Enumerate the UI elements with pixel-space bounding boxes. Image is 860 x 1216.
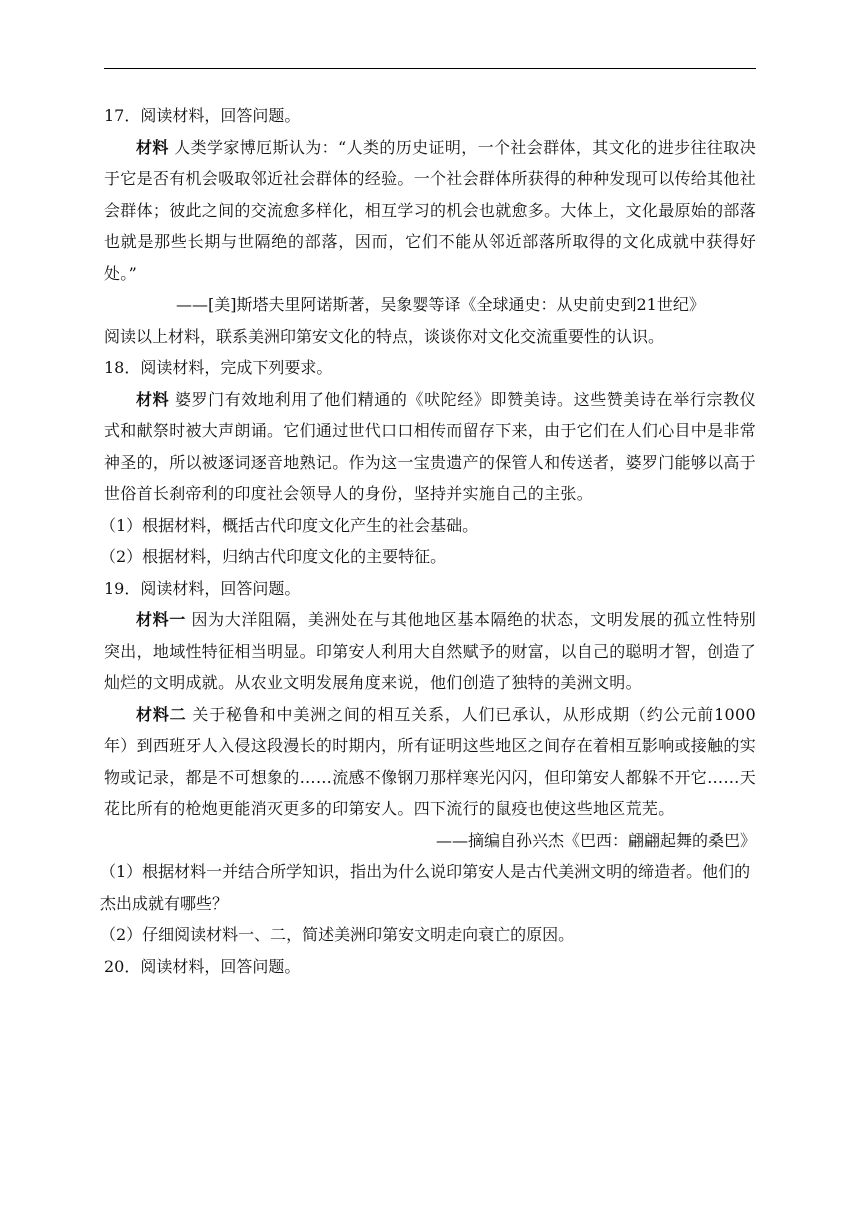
question-20-heading: 20．阅读材料，回答问题。 [104, 956, 301, 976]
material-label: 材料 [136, 389, 170, 409]
material-label: 材料二 [136, 704, 187, 724]
question-19-sub-2: （2）仔细阅读材料一、二，简述美洲印第安文明走向衰亡的原因。 [100, 925, 575, 944]
question-19-material-2 [104, 699, 756, 825]
material-text: 关于秘鲁和中美洲之间的相互关系，人们已承认，从形成期（约公元前1000年）到西班牙人入侵这段漫长的时期内，所有证明这些地区之间存在着相互影响或接触的实物或记录，都是不可想象的……流感不像钢刀那样寒光闪闪，但印第安人都躲不开它……天花比所有的枪炮更能消灭更多的印第安人。四下流行的鼠疫也使这些地区荒芜。 [104, 704, 757, 818]
question-17-heading: 17．阅读材料，回答问题。 [104, 106, 301, 125]
question-18-sub-1: （1）根据材料，概括古代印度文化产生的社会基础。 [100, 515, 479, 535]
question-17-prompt: 阅读以上材料，联系美洲印第安文化的特点，谈谈你对文化交流重要性的认识。 [104, 326, 665, 346]
material-text: 人类学家博厄斯认为：“人类的历史证明，一个社会群体，其文化的进步往往取决于它是否有机会吸取邻近社会群体的经验。一个社会群体所获得的种种发现可以传给其他社会群体；彼此之间的交流愈多样化，相互学习的机会也就愈多。大体上，文化最原始的部落也就是那些长期与世隔绝的部落，因而，它们不能从邻近部落所取得的文化成就中获得好处。” [104, 137, 757, 283]
question-18-sub-2: （2）根据材料，归纳古代印度文化的主要特征。 [100, 547, 447, 566]
question-19-sub-1: （1）根据材料一并结合所学知识，指出为什么说印第安人是古代美洲文明的缔造者。他们的杰出成就有哪些？ [100, 862, 751, 913]
question-17-material [104, 132, 756, 290]
question-17-citation: ——[美]斯塔夫里阿诺斯著，吴象婴等译《全球通史：从史前史到21世纪》 [176, 295, 705, 314]
header-rule [104, 68, 756, 69]
document-body [100, 100, 757, 982]
question-19-heading: 19．阅读材料，回答问题。 [104, 578, 301, 598]
material-label: 材料 [136, 137, 169, 157]
question-18-material [104, 384, 756, 510]
question-19-citation: ——摘编自孙兴杰《巴西：翩翩起舞的桑巴》 [435, 830, 756, 850]
material-text: 婆罗门有效地利用了他们精通的《吠陀经》即赞美诗。这些赞美诗在举行宗教仪式和献祭时被大声朗诵。它们通过世代口口相传而留存下来，由于它们在人们心目中是非常神圣的，所以被逐词逐音地熟记。作为这一宝贵遗产的保管人和传送者，婆罗门能够以高于世俗首长刹帝利的印度社会领导人的身份，坚持并实施自己的主张。 [104, 389, 757, 503]
material-label: 材料一 [136, 610, 186, 629]
question-19-material-1 [104, 604, 756, 699]
material-text: 因为大洋阻隔，美洲处在与其他地区基本隔绝的状态，文明发展的孤立性特别突出，地域性特征相当明显。印第安人利用大自然赋予的财富，以自己的聪明才智，创造了灿烂的文明成就。从农业文明发展角度来说，他们创造了独特的美洲文明。 [104, 610, 757, 692]
question-18-heading: 18．阅读材料，完成下列要求。 [104, 358, 333, 377]
